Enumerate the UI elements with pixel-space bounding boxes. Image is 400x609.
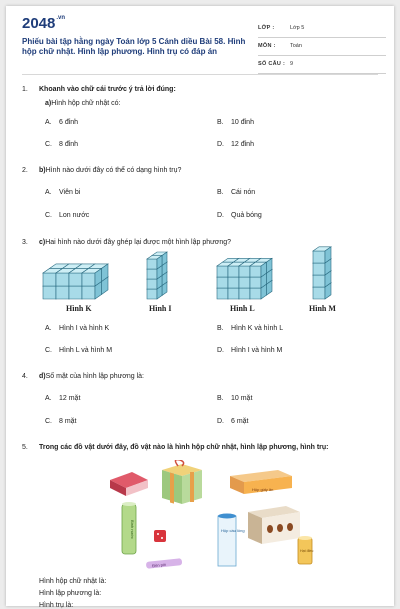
unit-cube-face — [147, 279, 157, 289]
unit-cube-face — [69, 273, 82, 286]
meta-label: SỐ CÂU : — [258, 61, 286, 67]
unit-cube-face — [217, 277, 228, 288]
question-number: 4. — [22, 373, 28, 380]
unit-cube-face — [43, 286, 56, 299]
question-number: 2. — [22, 167, 28, 174]
unit-cube-face — [313, 287, 325, 299]
question-2 — [22, 167, 382, 227]
figure-label: Hình I — [149, 304, 172, 313]
unit-cube-face — [313, 251, 325, 263]
question-number: 1. — [22, 86, 28, 93]
answer-line-cube: Hình lập phương là: — [39, 590, 102, 597]
flashlight-icon — [146, 558, 183, 569]
honey-jar-icon — [298, 536, 313, 564]
shuttlecock-tube-icon — [218, 514, 245, 567]
question-text: d)Số mặt của hình lập phương là: — [39, 373, 145, 380]
snack-box-icon — [248, 506, 300, 544]
worksheet-title: Phiếu bài tập hằng ngày Toán lớp 5 Cánh diều Bài 58. Hình hộp chữ nhật. Hình lập phương. Hình trụ có đáp án — [22, 37, 246, 56]
option-b[interactable]: B. 10 đỉnh — [217, 119, 254, 126]
unit-cube-face — [147, 289, 157, 299]
book-icon — [110, 472, 148, 496]
unit-cube-face — [82, 273, 95, 286]
option-a[interactable]: A. Hình I và hình K — [45, 325, 110, 332]
unit-cube-face — [217, 288, 228, 299]
option-b[interactable]: B. 10 mặt — [217, 395, 253, 402]
unit-cube-face — [239, 266, 250, 277]
figure-k-cubes — [42, 260, 112, 300]
site-logo[interactable]: $2048^{.vn}$ — [22, 15, 66, 32]
unit-cube-face — [82, 286, 95, 299]
question-1 — [22, 86, 382, 156]
meta-value: Toán — [290, 43, 302, 49]
figure-label: Hình M — [309, 304, 336, 313]
question-text: c)Hai hình nào dưới đây ghép lại được một hình lập phương? — [39, 239, 232, 246]
meta-value: 9 — [290, 61, 294, 67]
answer-line-cuboid: Hình hộp chữ nhật là: — [39, 578, 107, 585]
svg-text:Bình nước: Bình nước — [130, 520, 135, 539]
unit-cube-face — [56, 273, 69, 286]
meta-label: MÔN : — [258, 43, 276, 49]
unit-cube-face — [228, 266, 239, 277]
header-divider — [22, 74, 378, 75]
option-a[interactable]: A. Viên bi — [45, 189, 81, 196]
option-c[interactable]: C. 8 đỉnh — [45, 141, 79, 148]
question-4 — [22, 373, 382, 433]
answer-line-cylinder: Hình trụ là: — [39, 602, 74, 609]
option-d[interactable]: D. Quả bóng — [217, 212, 262, 219]
meta-subject-row — [258, 38, 386, 56]
unit-cube-face — [147, 259, 157, 269]
option-b[interactable]: B. Hình K và hình L — [217, 325, 284, 332]
question-number: 3. — [22, 239, 28, 246]
objects-illustration — [102, 460, 314, 576]
figure-label: Hình K — [66, 304, 92, 313]
unit-cube-face — [239, 288, 250, 299]
unit-cube-face — [250, 266, 261, 277]
option-d[interactable]: D. 6 mặt — [217, 418, 249, 425]
meta-class-row — [258, 20, 386, 38]
tissue-box-icon — [230, 470, 292, 494]
unit-cube-face — [43, 273, 56, 286]
unit-cube-face — [239, 277, 250, 288]
figure-l-cubes — [216, 254, 274, 300]
unit-cube-face — [228, 288, 239, 299]
unit-cube-face — [250, 277, 261, 288]
option-c[interactable]: C. 8 mặt — [45, 418, 77, 425]
question-subtext: a)Hình hộp chữ nhật có: — [45, 100, 121, 107]
unit-cube-face — [56, 286, 69, 299]
worksheet-page — [6, 6, 394, 609]
meta-count-row — [258, 56, 386, 74]
unit-cube-face — [313, 263, 325, 275]
unit-cube-face — [147, 269, 157, 279]
unit-cube-face — [250, 288, 261, 299]
meta-label: LỚP : — [258, 25, 275, 31]
svg-text:Hộp giấy ăn: Hộp giấy ăn — [252, 487, 274, 492]
water-bottle-icon — [122, 502, 136, 554]
worksheet-meta — [258, 20, 386, 74]
svg-text:Hạt điều: Hạt điều — [300, 549, 314, 553]
question-text: b)Hình nào dưới đây có thể có dạng hình trụ? — [39, 167, 182, 174]
unit-cube-face — [69, 286, 82, 299]
option-c[interactable]: C. Hình L và hình M — [45, 347, 113, 354]
option-b[interactable]: B. Cái nón — [217, 189, 256, 196]
gift-box-icon — [162, 460, 202, 504]
question-number: 5. — [22, 444, 28, 451]
unit-cube-face — [313, 275, 325, 287]
svg-text:Hộp cầu lông: Hộp cầu lông — [221, 528, 245, 533]
figure-label: Hình L — [230, 304, 255, 313]
question-text: Khoanh vào chữ cái trước ý trả lời đúng: — [39, 86, 176, 93]
unit-cube-face — [217, 266, 228, 277]
option-a[interactable]: A. 12 mặt — [45, 395, 81, 402]
dice-icon — [154, 530, 166, 542]
question-text: Trong các đồ vật dưới đây, đồ vật nào là hình hộp chữ nhật, hình lập phương, hình trụ: — [39, 444, 329, 451]
unit-cube-face — [228, 277, 239, 288]
svg-text:Đèn pin: Đèn pin — [151, 561, 167, 569]
option-d[interactable]: D. 12 đỉnh — [217, 141, 254, 148]
option-a[interactable]: A. 6 đỉnh — [45, 119, 79, 126]
option-c[interactable]: C. Lon nước — [45, 212, 90, 219]
meta-value: Lớp 5 — [290, 25, 305, 31]
option-d[interactable]: D. Hình I và hình M — [217, 347, 283, 354]
figure-i-cubes — [146, 248, 176, 300]
figure-m-cubes — [312, 244, 334, 300]
